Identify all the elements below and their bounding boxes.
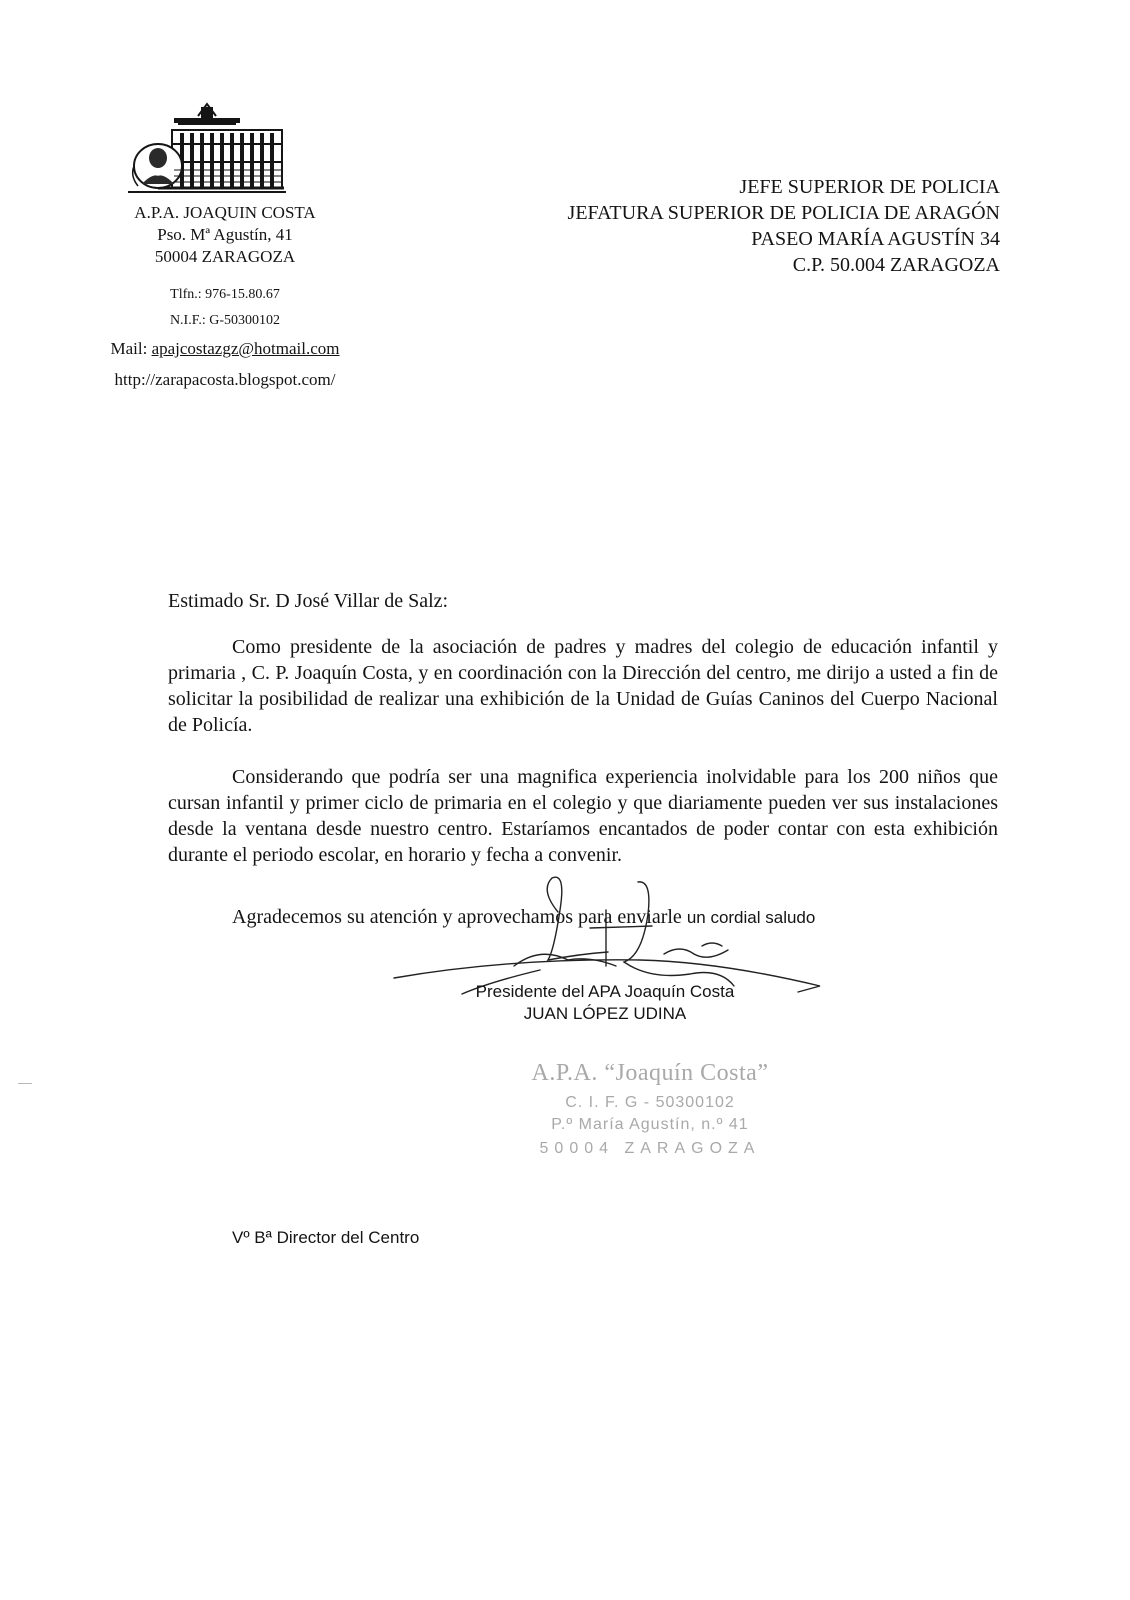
stamp-street: P.º María Agustín, n.º 41 — [551, 1116, 749, 1133]
closing-text: Agradecemos su atención y aprovechamos para enviarle — [232, 906, 682, 928]
recipient-title: JEFE SUPERIOR DE POLICIA — [739, 176, 1000, 198]
sender-mail-line — [80, 338, 370, 360]
sender-nif: N.I.F.: G-50300102 — [169, 313, 281, 328]
recipient-city: C.P. 50.004 ZARAGOZA — [792, 254, 1000, 276]
sender-mail-link[interactable]: apajcostazgz@hotmail.com — [151, 339, 340, 358]
sender-street: Pso. Mª Agustín, 41 — [157, 225, 293, 244]
sender-name: A.P.A. JOAQUIN COSTA — [134, 203, 316, 222]
director-approval: Vº Bª Director del Centro — [232, 1228, 420, 1247]
body-paragraph-1: Como presidente de la asociación de padres y madres del colegio de educación infantil y primaria , C. P. Joaquín Costa, y en coordinación con la Dirección del centro, me dirijo a usted a fin de solicitar la posibilidad de realizar una exhibición de la Unidad de Guías Caninos del Cuerpo Nacional de Policía. — [168, 636, 998, 736]
scan-speck — [18, 1083, 32, 1084]
school-building-logo — [128, 100, 286, 200]
signatory-name: JUAN LÓPEZ UDINA — [523, 1004, 687, 1023]
sender-phone: Tlfn.: 976-15.80.67 — [170, 287, 280, 302]
stamp-cif: C. I. F. G - 50300102 — [565, 1094, 735, 1111]
stamp-city: 50004 ZARAGOZA — [539, 1140, 761, 1157]
signatory-title: Presidente del APA Joaquín Costa — [475, 982, 735, 1001]
body-paragraph-2: Considerando que podría ser una magnifica experiencia inolvidable para los 200 niños que cursan infantil y primer ciclo de primaria en el colegio y que diariamente pueden ver sus instalaciones desde la ventana desde nuestro centro. Estaríamos encantados de poder contar con esta exhibición durante el periodo escolar, en horario y fecha a convenir. — [168, 766, 998, 866]
sender-mail-label: Mail: — [110, 339, 148, 358]
sender-website[interactable]: http://zarapacosta.blogspot.com/ — [114, 370, 336, 389]
recipient-street: PASEO MARÍA AGUSTÍN 34 — [751, 228, 1000, 250]
greeting: Estimado Sr. D José Villar de Salz: — [168, 590, 449, 612]
recipient-office: JEFATURA SUPERIOR DE POLICIA DE ARAGÓN — [567, 202, 1000, 224]
closing-salutation: un cordial saludo — [686, 908, 816, 927]
stamp-association-name: A.P.A. “Joaquín Costa” — [531, 1060, 769, 1086]
sender-city: 50004 ZARAGOZA — [154, 247, 296, 266]
